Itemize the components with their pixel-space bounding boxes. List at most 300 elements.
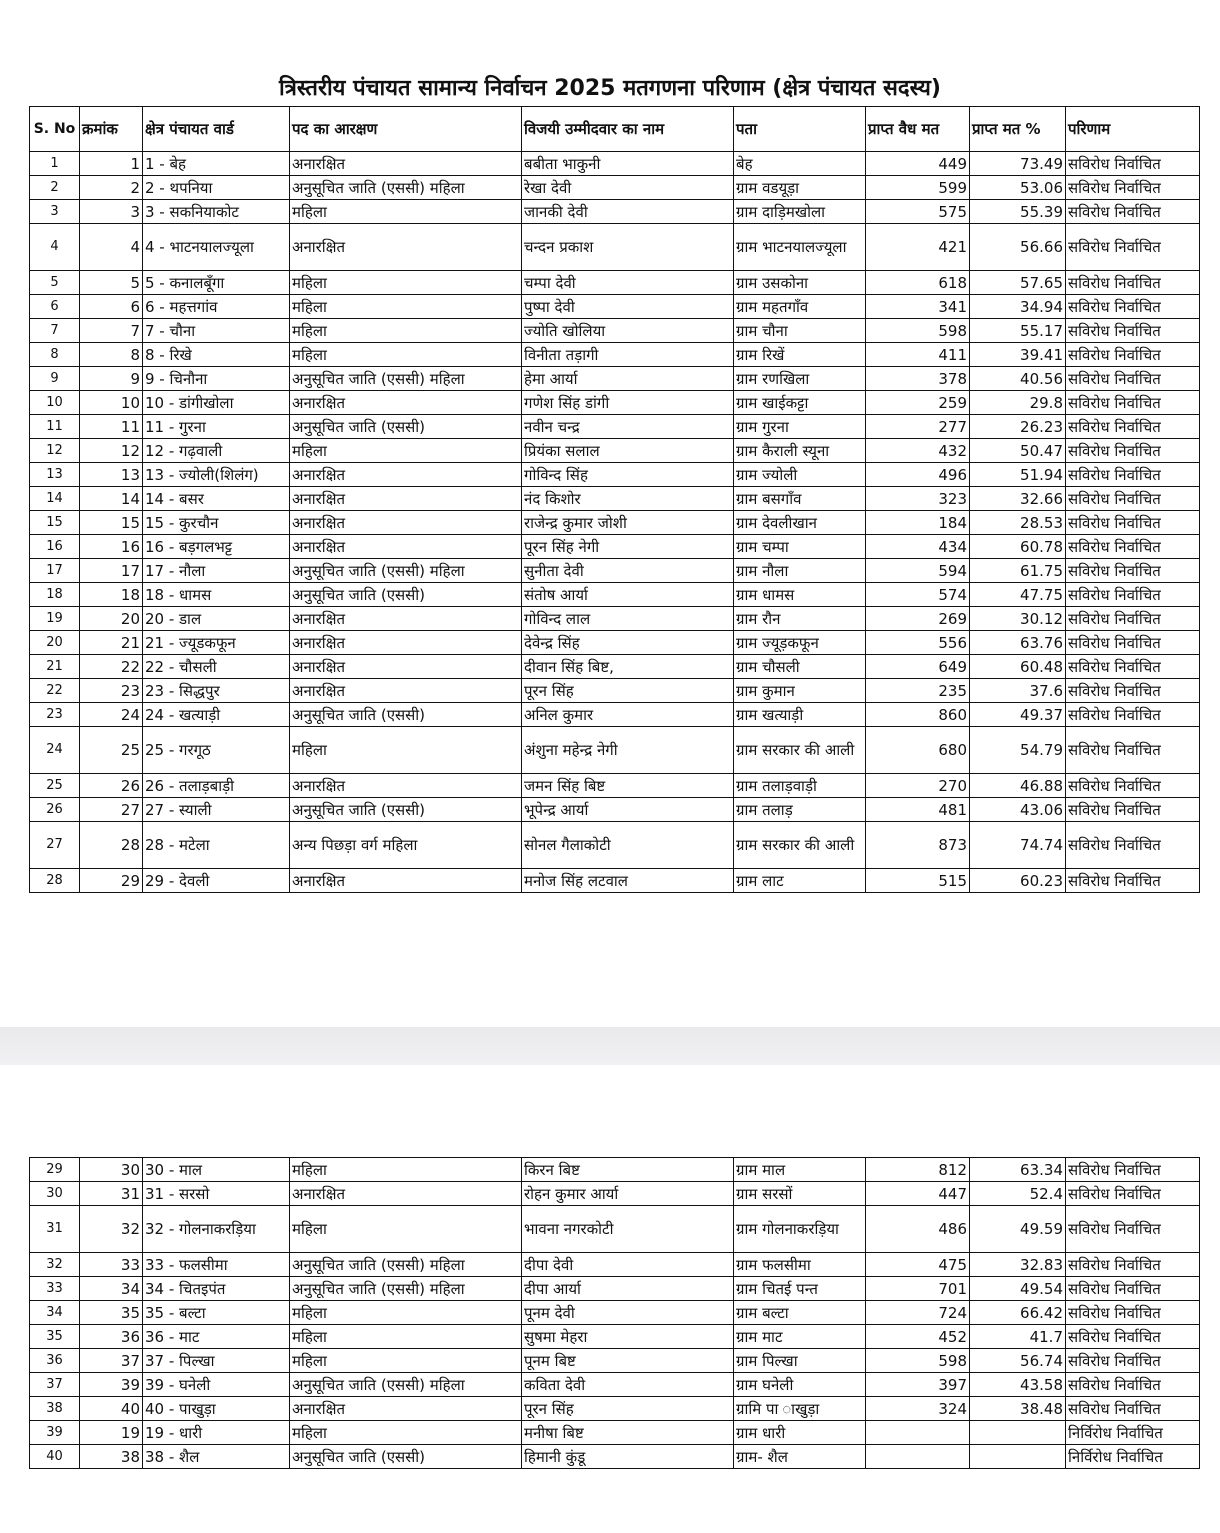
cell-ward: 31 - सरसो <box>143 1182 290 1206</box>
cell-winner: सुनीता देवी <box>522 559 734 583</box>
cell-vote-percent: 57.65 <box>970 271 1066 295</box>
cell-winner: दीपा देवी <box>522 1253 734 1277</box>
cell-ward: 26 - तलाड़बाड़ी <box>143 774 290 798</box>
cell-ward: 36 - माट <box>143 1325 290 1349</box>
cell-vote-percent <box>970 1421 1066 1445</box>
col-header-vote-percent: प्राप्त मत % <box>970 107 1066 152</box>
cell-sno: 9 <box>30 367 80 391</box>
cell-ward: 30 - माल <box>143 1158 290 1182</box>
cell-address: ग्राम चौसली <box>734 655 866 679</box>
cell-result: सविरोध निर्वाचित <box>1066 1253 1200 1277</box>
cell-kramank: 15 <box>80 511 143 535</box>
cell-vote-percent: 63.34 <box>970 1158 1066 1182</box>
cell-valid-votes: 574 <box>866 583 970 607</box>
cell-address: ग्राम- शैल <box>734 1445 866 1469</box>
cell-ward: 17 - नौला <box>143 559 290 583</box>
cell-sno: 33 <box>30 1277 80 1301</box>
cell-reservation: अनुसूचित जाति (एससी) महिला <box>290 1253 522 1277</box>
cell-result: सविरोध निर्वाचित <box>1066 319 1200 343</box>
cell-result: सविरोध निर्वाचित <box>1066 487 1200 511</box>
col-header-winner: विजयी उम्मीदवार का नाम <box>522 107 734 152</box>
cell-reservation: अनारक्षित <box>290 391 522 415</box>
cell-address: ग्राम दाड़िमखोला <box>734 200 866 224</box>
cell-valid-votes: 378 <box>866 367 970 391</box>
cell-vote-percent: 43.58 <box>970 1373 1066 1397</box>
cell-reservation: अनारक्षित <box>290 869 522 893</box>
cell-address: ग्राम ज्यूड़कफून <box>734 631 866 655</box>
cell-reservation: अनुसूचित जाति (एससी) <box>290 798 522 822</box>
cell-sno: 27 <box>30 822 80 869</box>
cell-sno: 6 <box>30 295 80 319</box>
page-title: त्रिस्तरीय पंचायत सामान्य निर्वाचन 2025 मतगणना परिणाम (क्षेत्र पंचायत सदस्य) <box>279 76 941 101</box>
cell-vote-percent: 50.47 <box>970 439 1066 463</box>
cell-reservation: अनारक्षित <box>290 607 522 631</box>
cell-sno: 31 <box>30 1206 80 1253</box>
cell-address: ग्राम घनेली <box>734 1373 866 1397</box>
cell-winner: जानकी देवी <box>522 200 734 224</box>
cell-valid-votes <box>866 1421 970 1445</box>
cell-winner: मनोज सिंह लटवाल <box>522 869 734 893</box>
cell-sno: 4 <box>30 224 80 271</box>
cell-ward: 39 - घनेली <box>143 1373 290 1397</box>
cell-kramank: 13 <box>80 463 143 487</box>
table-row <box>30 415 1200 439</box>
cell-winner: रेखा देवी <box>522 176 734 200</box>
table-row <box>30 319 1200 343</box>
cell-sno: 34 <box>30 1301 80 1325</box>
cell-vote-percent: 38.48 <box>970 1397 1066 1421</box>
results-table-page-1 <box>29 106 1200 893</box>
table-row <box>30 583 1200 607</box>
cell-address: ग्राम धारी <box>734 1421 866 1445</box>
cell-reservation: महिला <box>290 439 522 463</box>
cell-reservation: महिला <box>290 1301 522 1325</box>
table-row <box>30 703 1200 727</box>
cell-valid-votes: 432 <box>866 439 970 463</box>
cell-reservation: अनारक्षित <box>290 631 522 655</box>
cell-winner: प्रियंका सलाल <box>522 439 734 463</box>
cell-address: ग्राम माल <box>734 1158 866 1182</box>
table-row <box>30 822 1200 869</box>
cell-reservation: महिला <box>290 271 522 295</box>
cell-ward: 10 - डांगीखोला <box>143 391 290 415</box>
cell-vote-percent: 47.75 <box>970 583 1066 607</box>
cell-winner: कविता देवी <box>522 1373 734 1397</box>
cell-winner: सोनल गैलाकोटी <box>522 822 734 869</box>
cell-address: ग्राम तलाड़ <box>734 798 866 822</box>
cell-sno: 32 <box>30 1253 80 1277</box>
cell-sno: 7 <box>30 319 80 343</box>
cell-kramank: 3 <box>80 200 143 224</box>
cell-kramank: 4 <box>80 224 143 271</box>
cell-result: सविरोध निर्वाचित <box>1066 367 1200 391</box>
cell-sno: 21 <box>30 655 80 679</box>
cell-winner: देवेन्द्र सिंह <box>522 631 734 655</box>
cell-reservation: महिला <box>290 1206 522 1253</box>
header-row <box>30 107 1200 152</box>
cell-sno: 15 <box>30 511 80 535</box>
cell-sno: 36 <box>30 1349 80 1373</box>
cell-address: ग्राम कैराली स्यूना <box>734 439 866 463</box>
cell-valid-votes: 259 <box>866 391 970 415</box>
cell-vote-percent: 61.75 <box>970 559 1066 583</box>
results-table-page-2 <box>29 1157 1200 1469</box>
cell-address: बेह <box>734 152 866 176</box>
cell-result: सविरोध निर्वाचित <box>1066 415 1200 439</box>
cell-vote-percent: 54.79 <box>970 727 1066 774</box>
table-row <box>30 607 1200 631</box>
cell-ward: 9 - चिनौना <box>143 367 290 391</box>
cell-ward: 37 - पिल्खा <box>143 1349 290 1373</box>
cell-valid-votes: 486 <box>866 1206 970 1253</box>
cell-address: ग्राम वडयूड़ा <box>734 176 866 200</box>
cell-reservation: महिला <box>290 200 522 224</box>
cell-result: सविरोध निर्वाचित <box>1066 391 1200 415</box>
col-header-reservation: पद का आरक्षण <box>290 107 522 152</box>
cell-ward: 35 - बल्टा <box>143 1301 290 1325</box>
cell-address: ग्राम रणखिला <box>734 367 866 391</box>
cell-ward: 12 - गढ़वाली <box>143 439 290 463</box>
cell-sno: 38 <box>30 1397 80 1421</box>
cell-winner: जमन सिंह बिष्ट <box>522 774 734 798</box>
cell-address: ग्राम खत्याड़ी <box>734 703 866 727</box>
cell-vote-percent <box>970 1445 1066 1469</box>
cell-address: ग्राम तलाड़वाड़ी <box>734 774 866 798</box>
cell-vote-percent: 55.39 <box>970 200 1066 224</box>
cell-result: सविरोध निर्वाचित <box>1066 559 1200 583</box>
cell-kramank: 20 <box>80 607 143 631</box>
table-row <box>30 1182 1200 1206</box>
cell-sno: 35 <box>30 1325 80 1349</box>
cell-vote-percent: 30.12 <box>970 607 1066 631</box>
cell-ward: 38 - शैल <box>143 1445 290 1469</box>
cell-result: निर्विरोध निर्वाचित <box>1066 1445 1200 1469</box>
cell-winner: नंद किशोर <box>522 487 734 511</box>
cell-reservation: अनारक्षित <box>290 152 522 176</box>
cell-sno: 1 <box>30 152 80 176</box>
cell-reservation: महिला <box>290 1349 522 1373</box>
cell-valid-votes: 434 <box>866 535 970 559</box>
cell-result: सविरोध निर्वाचित <box>1066 439 1200 463</box>
cell-valid-votes: 475 <box>866 1253 970 1277</box>
cell-address: ग्राम नौला <box>734 559 866 583</box>
cell-winner: विनीता तड़ागी <box>522 343 734 367</box>
cell-valid-votes: 235 <box>866 679 970 703</box>
cell-valid-votes: 575 <box>866 200 970 224</box>
cell-valid-votes: 701 <box>866 1277 970 1301</box>
cell-winner: किरन बिष्ट <box>522 1158 734 1182</box>
cell-winner: राजेन्द्र कुमार जोशी <box>522 511 734 535</box>
cell-kramank: 38 <box>80 1445 143 1469</box>
cell-sno: 14 <box>30 487 80 511</box>
table-row <box>30 271 1200 295</box>
cell-valid-votes: 873 <box>866 822 970 869</box>
cell-address: ग्राम गुरना <box>734 415 866 439</box>
cell-result: सविरोध निर्वाचित <box>1066 224 1200 271</box>
cell-valid-votes: 598 <box>866 319 970 343</box>
cell-address: ग्राम रौन <box>734 607 866 631</box>
cell-result: सविरोध निर्वाचित <box>1066 869 1200 893</box>
cell-address: ग्राम बसगाँव <box>734 487 866 511</box>
cell-valid-votes: 341 <box>866 295 970 319</box>
cell-sno: 40 <box>30 1445 80 1469</box>
cell-address: ग्राम बल्टा <box>734 1301 866 1325</box>
cell-reservation: अनुसूचित जाति (एससी) <box>290 703 522 727</box>
cell-sno: 25 <box>30 774 80 798</box>
cell-sno: 37 <box>30 1373 80 1397</box>
cell-winner: चन्दन प्रकाश <box>522 224 734 271</box>
cell-kramank: 19 <box>80 1421 143 1445</box>
cell-winner: गोविन्द सिंह <box>522 463 734 487</box>
table-row <box>30 798 1200 822</box>
cell-sno: 29 <box>30 1158 80 1182</box>
cell-address: ग्राम पिल्खा <box>734 1349 866 1373</box>
cell-address: ग्राम सरकार की आली <box>734 727 866 774</box>
cell-ward: 13 - ज्योली(शिलंग) <box>143 463 290 487</box>
cell-result: सविरोध निर्वाचित <box>1066 463 1200 487</box>
cell-reservation: अनुसूचित जाति (एससी) महिला <box>290 367 522 391</box>
table-row <box>30 1206 1200 1253</box>
cell-ward: 25 - गरगूठ <box>143 727 290 774</box>
cell-reservation: महिला <box>290 1158 522 1182</box>
cell-vote-percent: 49.54 <box>970 1277 1066 1301</box>
cell-reservation: अन्य पिछड़ा वर्ग महिला <box>290 822 522 869</box>
cell-kramank: 14 <box>80 487 143 511</box>
cell-address: ग्रामि पा ाखुड़ा <box>734 1397 866 1421</box>
cell-valid-votes: 269 <box>866 607 970 631</box>
cell-kramank: 39 <box>80 1373 143 1397</box>
cell-address: ग्राम कुमान <box>734 679 866 703</box>
col-header-result: परिणाम <box>1066 107 1200 152</box>
cell-winner: बबीता भाकुनी <box>522 152 734 176</box>
cell-sno: 30 <box>30 1182 80 1206</box>
cell-result: सविरोध निर्वाचित <box>1066 1325 1200 1349</box>
cell-winner: अनिल कुमार <box>522 703 734 727</box>
cell-address: ग्राम उसकोना <box>734 271 866 295</box>
cell-sno: 13 <box>30 463 80 487</box>
cell-winner: हिमानी कुंडू <box>522 1445 734 1469</box>
cell-result: सविरोध निर्वाचित <box>1066 679 1200 703</box>
cell-result: सविरोध निर्वाचित <box>1066 1301 1200 1325</box>
cell-address: ग्राम चितई पन्त <box>734 1277 866 1301</box>
cell-result: सविरोध निर्वाचित <box>1066 271 1200 295</box>
cell-vote-percent: 41.7 <box>970 1325 1066 1349</box>
cell-valid-votes: 323 <box>866 487 970 511</box>
cell-result: सविरोध निर्वाचित <box>1066 631 1200 655</box>
cell-address: ग्राम देवलीखान <box>734 511 866 535</box>
cell-kramank: 31 <box>80 1182 143 1206</box>
cell-kramank: 12 <box>80 439 143 463</box>
table-row <box>30 1277 1200 1301</box>
cell-result: सविरोध निर्वाचित <box>1066 295 1200 319</box>
cell-reservation: अनुसूचित जाति (एससी) महिला <box>290 1373 522 1397</box>
cell-winner: सुषमा मेहरा <box>522 1325 734 1349</box>
cell-kramank: 5 <box>80 271 143 295</box>
cell-result: सविरोध निर्वाचित <box>1066 535 1200 559</box>
cell-ward: 27 - स्याली <box>143 798 290 822</box>
col-header-ward: क्षेत्र पंचायत वार्ड <box>143 107 290 152</box>
cell-kramank: 35 <box>80 1301 143 1325</box>
cell-valid-votes: 680 <box>866 727 970 774</box>
cell-kramank: 1 <box>80 152 143 176</box>
cell-reservation: अनारक्षित <box>290 487 522 511</box>
cell-reservation: महिला <box>290 1325 522 1349</box>
cell-reservation: अनारक्षित <box>290 1182 522 1206</box>
cell-vote-percent: 49.59 <box>970 1206 1066 1253</box>
cell-valid-votes: 452 <box>866 1325 970 1349</box>
cell-vote-percent: 39.41 <box>970 343 1066 367</box>
cell-winner: पुष्पा देवी <box>522 295 734 319</box>
cell-vote-percent: 43.06 <box>970 798 1066 822</box>
cell-vote-percent: 56.74 <box>970 1349 1066 1373</box>
cell-kramank: 25 <box>80 727 143 774</box>
cell-reservation: अनारक्षित <box>290 1397 522 1421</box>
cell-kramank: 9 <box>80 367 143 391</box>
cell-valid-votes: 397 <box>866 1373 970 1397</box>
cell-ward: 8 - रिखे <box>143 343 290 367</box>
cell-sno: 19 <box>30 607 80 631</box>
cell-ward: 19 - धारी <box>143 1421 290 1445</box>
cell-valid-votes: 184 <box>866 511 970 535</box>
cell-winner: संतोष आर्या <box>522 583 734 607</box>
cell-kramank: 10 <box>80 391 143 415</box>
table-row <box>30 1397 1200 1421</box>
cell-sno: 28 <box>30 869 80 893</box>
cell-valid-votes: 515 <box>866 869 970 893</box>
cell-ward: 2 - थपनिया <box>143 176 290 200</box>
table-row <box>30 200 1200 224</box>
cell-result: सविरोध निर्वाचित <box>1066 727 1200 774</box>
cell-vote-percent: 60.78 <box>970 535 1066 559</box>
cell-address: ग्राम गोलनाकरड़िया <box>734 1206 866 1253</box>
cell-valid-votes: 724 <box>866 1301 970 1325</box>
cell-address: ग्राम ज्योली <box>734 463 866 487</box>
cell-vote-percent: 74.74 <box>970 822 1066 869</box>
cell-winner: भूपेन्द्र आर्या <box>522 798 734 822</box>
cell-sno: 18 <box>30 583 80 607</box>
cell-ward: 20 - डाल <box>143 607 290 631</box>
cell-result: सविरोध निर्वाचित <box>1066 1349 1200 1373</box>
cell-address: ग्राम माट <box>734 1325 866 1349</box>
table-row <box>30 176 1200 200</box>
cell-valid-votes: 411 <box>866 343 970 367</box>
cell-result: सविरोध निर्वाचित <box>1066 1397 1200 1421</box>
cell-winner: पूरन सिंह <box>522 1397 734 1421</box>
cell-result: सविरोध निर्वाचित <box>1066 152 1200 176</box>
cell-winner: पूरन सिंह नेगी <box>522 535 734 559</box>
cell-sno: 24 <box>30 727 80 774</box>
cell-ward: 40 - पाखुड़ा <box>143 1397 290 1421</box>
cell-result: सविरोध निर्वाचित <box>1066 511 1200 535</box>
cell-result: सविरोध निर्वाचित <box>1066 703 1200 727</box>
cell-winner: मनीषा बिष्ट <box>522 1421 734 1445</box>
table-row <box>30 1421 1200 1445</box>
cell-ward: 15 - कुरचौन <box>143 511 290 535</box>
cell-ward: 28 - मटेला <box>143 822 290 869</box>
cell-kramank: 30 <box>80 1158 143 1182</box>
cell-sno: 11 <box>30 415 80 439</box>
cell-result: सविरोध निर्वाचित <box>1066 200 1200 224</box>
col-header-kramank: क्रमांक <box>80 107 143 152</box>
table-row <box>30 559 1200 583</box>
cell-winner: गोविन्द लाल <box>522 607 734 631</box>
cell-ward: 16 - बड़गलभट्ट <box>143 535 290 559</box>
cell-result: सविरोध निर्वाचित <box>1066 607 1200 631</box>
cell-ward: 3 - सकनियाकोट <box>143 200 290 224</box>
cell-address: ग्राम फलसीमा <box>734 1253 866 1277</box>
page-separator <box>0 1027 1220 1065</box>
cell-reservation: अनारक्षित <box>290 535 522 559</box>
cell-ward: 14 - बसर <box>143 487 290 511</box>
cell-winner: पूरन सिंह <box>522 679 734 703</box>
cell-kramank: 32 <box>80 1206 143 1253</box>
cell-kramank: 21 <box>80 631 143 655</box>
cell-winner: रोहन कुमार आर्या <box>522 1182 734 1206</box>
table-row <box>30 1325 1200 1349</box>
cell-kramank: 11 <box>80 415 143 439</box>
cell-vote-percent: 34.94 <box>970 295 1066 319</box>
cell-reservation: महिला <box>290 727 522 774</box>
cell-valid-votes: 618 <box>866 271 970 295</box>
cell-sno: 17 <box>30 559 80 583</box>
cell-kramank: 26 <box>80 774 143 798</box>
cell-address: ग्राम खाईकट्टा <box>734 391 866 415</box>
table-row <box>30 1373 1200 1397</box>
cell-vote-percent: 28.53 <box>970 511 1066 535</box>
cell-sno: 39 <box>30 1421 80 1445</box>
cell-reservation: अनारक्षित <box>290 679 522 703</box>
cell-valid-votes: 270 <box>866 774 970 798</box>
cell-ward: 5 - कनालबूँगा <box>143 271 290 295</box>
table-row <box>30 535 1200 559</box>
cell-reservation: अनारक्षित <box>290 224 522 271</box>
cell-vote-percent: 40.56 <box>970 367 1066 391</box>
cell-kramank: 34 <box>80 1277 143 1301</box>
cell-reservation: अनारक्षित <box>290 655 522 679</box>
cell-vote-percent: 66.42 <box>970 1301 1066 1325</box>
cell-reservation: अनुसूचित जाति (एससी) महिला <box>290 1277 522 1301</box>
cell-winner: गणेश सिंह डांगी <box>522 391 734 415</box>
cell-kramank: 29 <box>80 869 143 893</box>
cell-winner: पूनम देवी <box>522 1301 734 1325</box>
cell-address: ग्राम भाटनयालज्यूला <box>734 224 866 271</box>
cell-sno: 5 <box>30 271 80 295</box>
cell-address: ग्राम चम्पा <box>734 535 866 559</box>
cell-vote-percent: 26.23 <box>970 415 1066 439</box>
cell-result: सविरोध निर्वाचित <box>1066 798 1200 822</box>
table-row <box>30 224 1200 271</box>
cell-reservation: अनुसूचित जाति (एससी) महिला <box>290 176 522 200</box>
cell-vote-percent: 52.4 <box>970 1182 1066 1206</box>
cell-kramank: 8 <box>80 343 143 367</box>
cell-valid-votes: 421 <box>866 224 970 271</box>
cell-result: निर्विरोध निर्वाचित <box>1066 1421 1200 1445</box>
cell-reservation: अनुसूचित जाति (एससी) <box>290 415 522 439</box>
cell-kramank: 23 <box>80 679 143 703</box>
cell-kramank: 2 <box>80 176 143 200</box>
cell-valid-votes: 449 <box>866 152 970 176</box>
cell-kramank: 40 <box>80 1397 143 1421</box>
cell-sno: 22 <box>30 679 80 703</box>
cell-valid-votes: 481 <box>866 798 970 822</box>
cell-ward: 22 - चौसली <box>143 655 290 679</box>
table-row <box>30 463 1200 487</box>
cell-sno: 8 <box>30 343 80 367</box>
table-row <box>30 655 1200 679</box>
cell-ward: 11 - गुरना <box>143 415 290 439</box>
cell-vote-percent: 32.83 <box>970 1253 1066 1277</box>
cell-valid-votes: 556 <box>866 631 970 655</box>
